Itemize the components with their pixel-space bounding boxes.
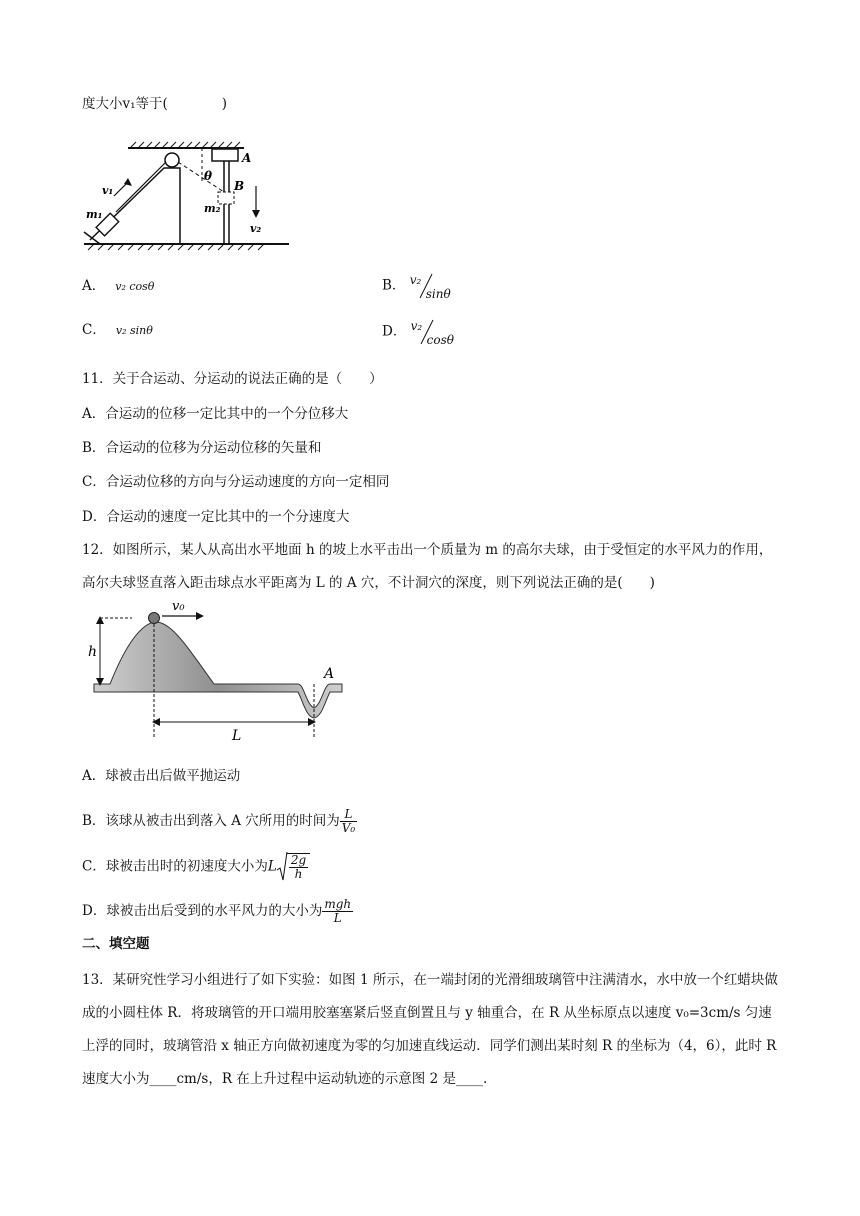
q13-text: 13．某研究性学习小组进行了如下实验：如图 1 所示，在一端封闭的光滑细玻璃管中注满清水，水中放一个红蜡块做成的小圆柱体 R．将玻璃管的开口端用胶塞塞紧后竖直倒置且与 y 轴重合，在 R 从坐标原点以速度 v₀=3cm/s 匀速上浮的同时，玻璃管沿 x 轴正方向做初速度为零的匀加速直线运动．同学们测出某时刻 R 的坐标为（4，6），此时 R 速度大小为____cm/s，R 在上升过程中运动轨迹的示意图 2 是____.	[82, 972, 778, 1087]
label-v2: v₂	[250, 222, 262, 235]
q11-stem: 11．关于合运动、分运动的说法正确的是（ ）	[82, 371, 383, 387]
label-v0: v₀	[172, 599, 185, 614]
label-L: L	[232, 728, 242, 744]
q10-b-fraction: v₂ sinθ	[409, 273, 451, 301]
label-A: A	[242, 151, 252, 165]
q12-c-sqrt: $\frac{2g}{h}$	[277, 852, 310, 882]
q12-option-b[interactable]: B．该球从被击出到落入 A 穴所用的时间为 $\frac{L}{\text{V₀}}$	[82, 807, 356, 835]
q10-option-c[interactable]: C． v₂ sinθ	[82, 322, 153, 338]
q12-option-c[interactable]: C．球被击出时的初速度大小为L $\frac{2g}{h}$	[82, 852, 310, 882]
q10-option-a[interactable]: A． v₂ cosθ	[82, 278, 155, 294]
q11-option-a[interactable]: A．合运动的位移一定比其中的一个分位移大	[82, 406, 349, 422]
label-A-hole: A	[324, 666, 335, 682]
q11-option-d[interactable]: D．合运动的速度一定比其中的一个分速度大	[82, 509, 350, 525]
label-theta: θ	[204, 169, 213, 183]
label-h: h	[88, 644, 98, 660]
q12-golf-figure	[88, 599, 352, 744]
q11-option-c[interactable]: C．合运动位移的方向与分运动速度的方向一定相同	[82, 474, 390, 490]
q10-option-b[interactable]: B． v₂ sinθ	[382, 272, 468, 300]
label-m1: m₁	[86, 208, 103, 221]
label-B: B	[234, 179, 245, 193]
q10-stem-tail: 度大小v₁等于( )	[82, 96, 228, 112]
q12-option-d[interactable]: D．球被击出后受到的水平风力的大小为 $\frac{\text{mgh}}{L}$	[82, 897, 352, 925]
q11-option-b[interactable]: B．合运动的位移为分运动位移的矢量和	[82, 440, 322, 456]
q12-option-a[interactable]: A．球被击出后做平抛运动	[82, 768, 241, 784]
label-m2: m₂	[204, 202, 221, 215]
q12-stem: 12．如图所示，某人从高出水平地面 h 的坡上水平击出一个质量为 m 的高尔夫球，由于受恒定的水平风力的作用，高尔夫球竖直落入距击球点水平距离为 L 的 A 穴，不计洞穴的深度，则下列说法正确的是( )	[82, 542, 773, 591]
section-heading-fill-in: 二、填空题	[82, 936, 150, 952]
q12-b-fraction: $\frac{L}{\text{V₀}}$	[341, 807, 356, 835]
q10-option-d[interactable]: D． v₂ cosθ	[382, 318, 469, 346]
label-v1: v₁	[102, 184, 114, 197]
q10-d-fraction: v₂ cosθ	[410, 319, 454, 347]
q10-pulley-figure	[84, 140, 294, 255]
q12-d-fraction: $\frac{\text{mgh}}{L}$	[324, 897, 352, 925]
